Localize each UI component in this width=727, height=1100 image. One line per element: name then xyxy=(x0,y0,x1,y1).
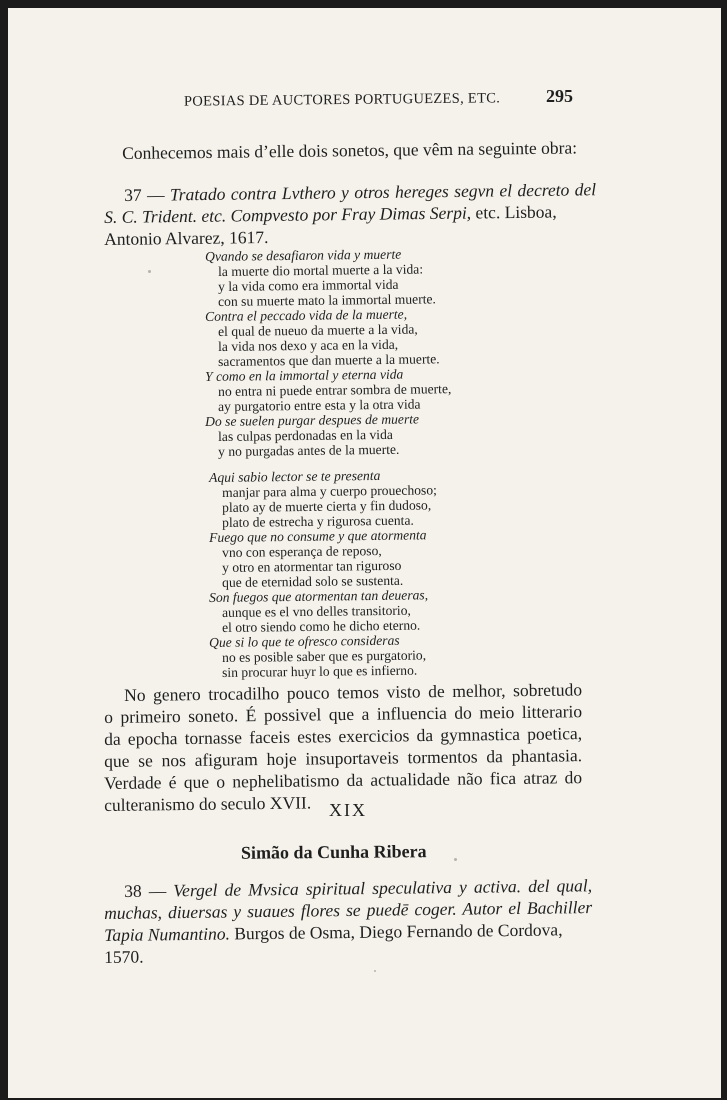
entry-37-title-1: Tratado contra Lvthero y otros hereges segvn el decreto del xyxy=(169,179,597,205)
sonnet-1-line: las culpas perdonadas en la vida xyxy=(218,426,393,444)
commentary-text: culteranismo do seculo xyxy=(104,792,270,815)
sonnet-1-line: Qvando se desafiaron vida y muerte xyxy=(205,246,402,264)
paper-speck xyxy=(374,970,376,972)
entry-38-imprint-4: 1570. xyxy=(104,946,144,967)
sonnet-2-line: Que si lo que te ofresco consideras xyxy=(209,632,400,650)
sonnet-2-line: vno con esperança de reposo, xyxy=(222,543,382,560)
entry-38-dash: — xyxy=(141,880,174,901)
commentary-line: Verdade é que o nephelibatismo da actualidade não fica atraz do xyxy=(104,767,583,793)
sonnet-1-line: Contra el peccado vida de la muerte, xyxy=(205,306,408,324)
entry-37-imprint-2: etc. Lisboa, xyxy=(470,201,557,223)
commentary-line: o primeiro soneto. É possivel que a influencia do meio litterario xyxy=(104,701,583,727)
sonnet-1-line: no entra ni puede entrar sombra de muerte, xyxy=(218,381,452,399)
sonnet-2-line: y otro en atormentar tan riguroso xyxy=(222,557,402,575)
section-number: XIX xyxy=(329,800,367,820)
sonnet-1-line: ay purgatorio entre esta y la otra vida xyxy=(218,396,421,414)
sonnet-2-line: Son fuegos que atormentan tan deueras, xyxy=(209,587,429,605)
sonnet-2-line: plato ay de muerte cierta y fin dudoso, xyxy=(222,497,432,515)
sonnet-1-line: sacramentos que dan muerte a la muerte. xyxy=(218,351,440,369)
sonnet-1-line: y no purgadas antes de la muerte. xyxy=(218,441,400,459)
sonnet-2-line: no es posible saber que es purgatorio, xyxy=(222,647,427,665)
commentary-line: que se nos afiguram hoje insuportaveis tormentos da phantasia. xyxy=(104,745,583,771)
running-header: POESIAS DE AUCTORES PORTUGUEZES, ETC. xyxy=(183,90,501,110)
entry-38-number: 38 xyxy=(124,880,142,901)
entry-38-title-3: Tapia Numantino. xyxy=(104,923,231,945)
sonnet-2-line: que de eternidad solo se sustenta. xyxy=(222,572,404,590)
sonnet-2-line: Fuego que no consume y que atormenta xyxy=(209,527,427,545)
sonnet-1-line: la vida nos dexo y aca en la vida, xyxy=(218,336,399,354)
sonnet-1-line: y la vida como era immortal vida xyxy=(218,276,399,294)
page-number: 295 xyxy=(546,86,573,106)
sonnet-1-line: la muerte dio mortal muerte a la vida: xyxy=(218,261,424,279)
paper-speck xyxy=(454,858,457,861)
sonnet-2-line: el otro siendo como he dicho eterno. xyxy=(222,617,421,635)
entry-37-line-3: Antonio Alvarez, 1617. xyxy=(104,226,269,249)
sonnet-1-line: Y como en la immortal y eterna vida xyxy=(205,366,404,384)
sonnet-2-line: manjar para alma y cuerpo prouechoso; xyxy=(222,482,437,500)
entry-38-imprint-3: Burgos de Osma, Diego Fernando de Cordova, xyxy=(229,919,563,944)
section-title: Simão da Cunha Ribera xyxy=(240,841,427,863)
intro-line: Conhecemos mais d’elle dois sonetos, que vêm na seguinte obra: xyxy=(122,137,578,163)
entry-38-title-2: muchas, diuersas y suaues flores se puedē coger. Autor el Bachiller xyxy=(104,897,593,923)
entry-37-dash: — xyxy=(141,184,171,205)
sonnet-2-line: Aqui sabio lector se te presenta xyxy=(209,467,381,485)
sonnet-1-line: Do se suelen purgar despues de muerte xyxy=(205,411,420,429)
book-page xyxy=(8,8,721,1098)
century-numeral: XVII. xyxy=(269,792,312,813)
sonnet-2-line: plato de estrecha y rigurosa cuenta. xyxy=(222,512,414,530)
paper-speck xyxy=(148,270,151,273)
entry-37-number: 37 xyxy=(124,184,142,205)
commentary-line: No genero trocadilho pouco temos visto de melhor, sobretudo xyxy=(124,679,583,705)
entry-38-title-1: Vergel de Mvsica spiritual speculativa y activa. del qual, xyxy=(173,875,593,901)
commentary-line: da epocha tornasse faceis estes exercicios da gymnastica poetica, xyxy=(104,723,583,749)
entry-37-title-2: S. C. Trident. etc. Compvesto por Fray Dimas Serpi, xyxy=(104,202,472,227)
sonnet-1-line: con su muerte mato la immortal muerte. xyxy=(218,291,436,309)
sonnet-2-line: aunque es el vno delles transitorio, xyxy=(222,602,411,620)
sonnet-1-line: el qual de nueuo da muerte a la vida, xyxy=(218,321,418,339)
sonnet-2-line: sin procurar huyr lo que es infierno. xyxy=(222,662,418,680)
